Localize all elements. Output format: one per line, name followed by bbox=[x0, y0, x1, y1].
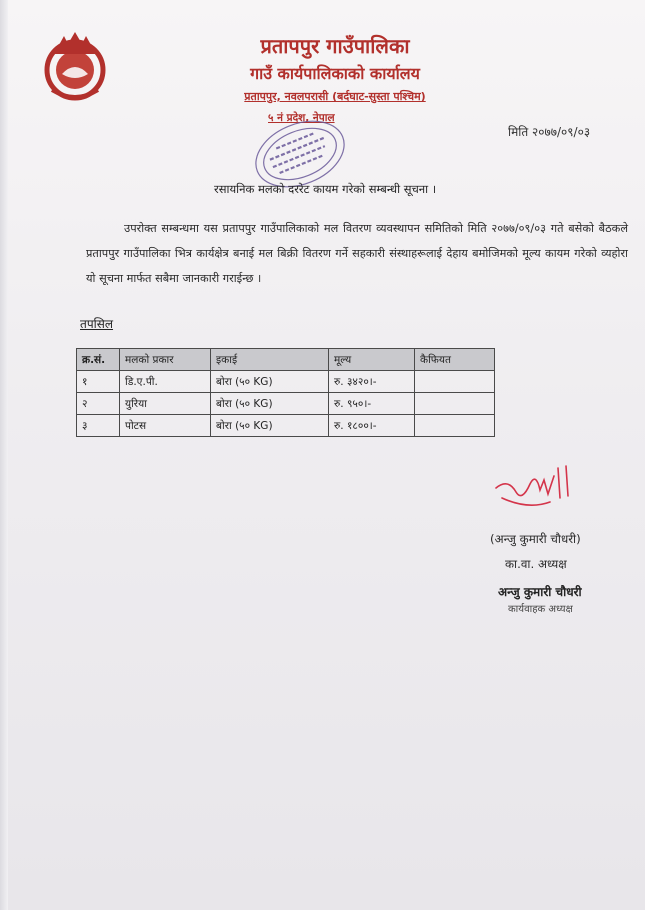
municipality-title: प्रतापपुर गाउँपालिका bbox=[260, 34, 410, 58]
table-cell: बोरा (५० KG) bbox=[211, 393, 329, 415]
notice-body-text: उपरोक्त सम्बन्धमा यस प्रतापपुर गाउँपालिकाको मल वितरण व्यवस्थापन समितिको मिति २०७७/०९/०३ गते बसेको बैठकले प्रतापपुर गाउँपालिका भित्र कार्यक्षेत्र बनाई मल बिक्री वितरण गर्ने सहकारी संस्थाहरूलाई देहाय बमोजिमको मूल्य कायम गरेको व्यहोरा यो सूचना मार्फत सबैमा जानकारी गराईन्छ । bbox=[86, 222, 628, 285]
table-cell: रु. ९५०।- bbox=[329, 393, 415, 415]
table-header-cell: मलको प्रकार bbox=[120, 349, 211, 371]
table-row bbox=[77, 415, 495, 437]
table-cell: बोरा (५० KG) bbox=[211, 371, 329, 393]
table-row bbox=[77, 371, 495, 393]
table-header-row bbox=[77, 349, 495, 371]
table-cell: २ bbox=[77, 393, 120, 415]
table-cell bbox=[415, 415, 495, 437]
office-province: ५ नं प्रदेश, नेपाल bbox=[268, 112, 335, 124]
municipality-emblem-icon bbox=[38, 30, 112, 102]
table-header-cell: कैफियत bbox=[415, 349, 495, 371]
table-cell: ३ bbox=[77, 415, 120, 437]
notice-date: मिति २०७७/०९/०३ bbox=[508, 125, 591, 139]
fertilizer-price-table bbox=[76, 348, 495, 437]
table-cell: बोरा (५० KG) bbox=[211, 415, 329, 437]
office-title: गाउँ कार्यपालिकाको कार्यालय bbox=[250, 64, 420, 83]
table-header-cell: क्र.सं. bbox=[77, 349, 120, 371]
signatory-name: (अन्जु कुमारी चौधरी) bbox=[490, 532, 581, 546]
table-cell bbox=[415, 371, 495, 393]
table-header-cell: मूल्य bbox=[329, 349, 415, 371]
table-cell: डि.ए.पी. bbox=[120, 371, 211, 393]
table-row bbox=[77, 393, 495, 415]
table-cell: युरिया bbox=[120, 393, 211, 415]
signature-icon bbox=[488, 458, 578, 512]
table-cell: १ bbox=[77, 371, 120, 393]
table-cell: पोटस bbox=[120, 415, 211, 437]
signatory-title: का.वा. अध्यक्ष bbox=[505, 557, 567, 571]
signatory-stamp-name: अन्जु कुमारी चौधरी bbox=[498, 585, 582, 599]
table-cell: रु. १८००।- bbox=[329, 415, 415, 437]
signatory-stamp-title: कार्यवाहक अध्यक्ष bbox=[508, 604, 573, 615]
office-address: प्रतापपुर, नवलपरासी (बर्दघाट-सुस्ता पश्चिम) bbox=[244, 90, 426, 103]
page-edge bbox=[0, 0, 8, 910]
notice-body bbox=[86, 216, 628, 291]
table-cell: रु. ३४२०।- bbox=[329, 371, 415, 393]
table-header-cell: इकाई bbox=[211, 349, 329, 371]
tapasil-heading: तपसिल bbox=[80, 317, 114, 331]
table-cell bbox=[415, 393, 495, 415]
notice-subject: रसायनिक मलको दररेट कायम गरेको सम्बन्धी सूचना । bbox=[214, 182, 437, 196]
